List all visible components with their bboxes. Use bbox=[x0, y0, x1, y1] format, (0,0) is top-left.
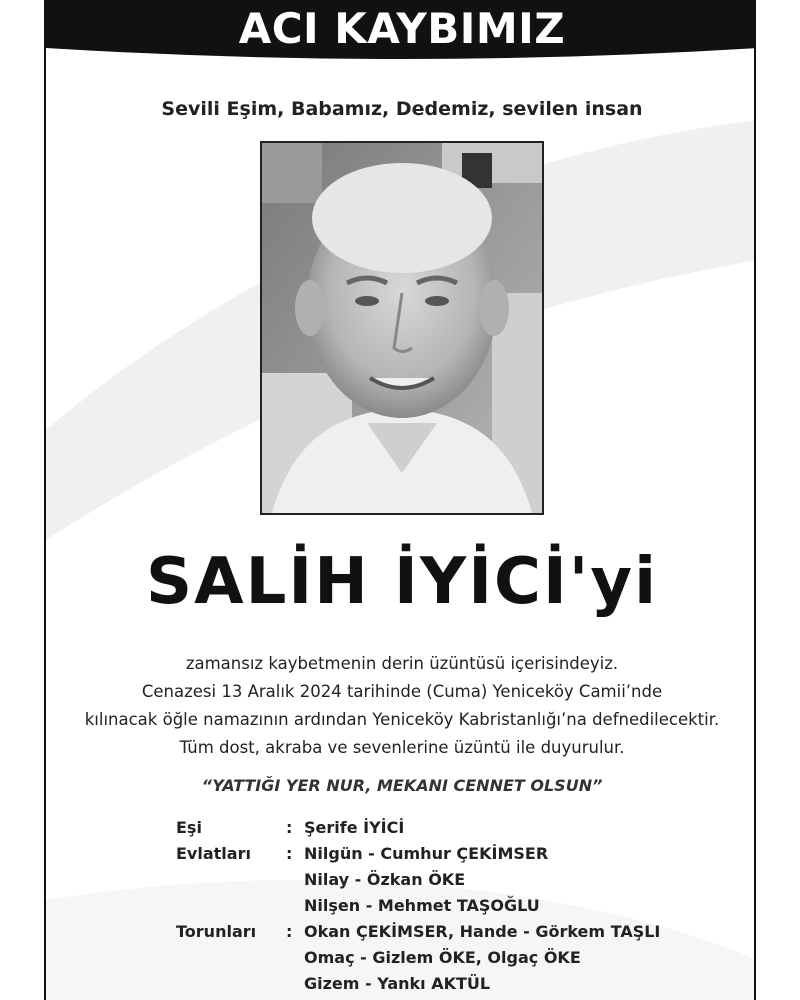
family-relation-label: Eşi bbox=[176, 818, 202, 837]
header-banner bbox=[46, 0, 756, 70]
family-names: Nilgün - Cumhur ÇEKİMSER bbox=[304, 844, 549, 863]
family-colon: : bbox=[286, 818, 293, 837]
family-row bbox=[176, 818, 736, 844]
family-relation-label: Torunları bbox=[176, 922, 257, 941]
header-title: ACI KAYBIMIZ bbox=[238, 4, 566, 53]
message-line: kılınacak öğle namazının ardından Yeniceköy Kabristanlığı’na defnedilecektir. bbox=[84, 710, 720, 729]
subtitle: Sevili Eşim, Babamız, Dedemiz, sevilen insan bbox=[161, 98, 643, 120]
family-row bbox=[176, 870, 736, 896]
family-colon: : bbox=[286, 844, 293, 863]
family-row bbox=[176, 922, 736, 948]
family-row bbox=[176, 844, 736, 870]
family-row bbox=[176, 974, 736, 1000]
message-line: Tüm dost, akraba ve sevenlerine üzüntü ile duyurulur. bbox=[179, 738, 625, 757]
family-relation-label: Evlatları bbox=[176, 844, 251, 863]
message-line: zamansız kaybetmenin derin üzüntüsü içerisindeyiz. bbox=[185, 654, 619, 673]
family-list bbox=[176, 818, 736, 1000]
family-names: Okan ÇEKİMSER, Hande - Görkem TAŞLI bbox=[304, 922, 661, 941]
message-line: Cenazesi 13 Aralık 2024 tarihinde (Cuma) Yeniceköy Camii’nde bbox=[141, 682, 663, 701]
family-names: Omaç - Gizlem ÖKE, Olgaç ÖKE bbox=[304, 948, 581, 967]
family-names: Gizem - Yankı AKTÜL bbox=[304, 974, 491, 993]
obituary-card bbox=[44, 0, 756, 1000]
family-names: Nilşen - Mehmet TAŞOĞLU bbox=[304, 896, 540, 915]
family-colon: : bbox=[286, 922, 293, 941]
announcement-text bbox=[46, 650, 756, 762]
family-names: Şerife İYİCİ bbox=[304, 818, 405, 837]
memorial-quote: “YATTIĞI YER NUR, MEKANI CENNET OLSUN” bbox=[201, 776, 603, 795]
deceased-photo bbox=[260, 141, 544, 515]
family-row bbox=[176, 896, 736, 922]
deceased-name: SALİH İYİCİ'yi bbox=[145, 545, 659, 619]
family-row bbox=[176, 948, 736, 974]
family-names: Nilay - Özkan ÖKE bbox=[304, 870, 466, 889]
